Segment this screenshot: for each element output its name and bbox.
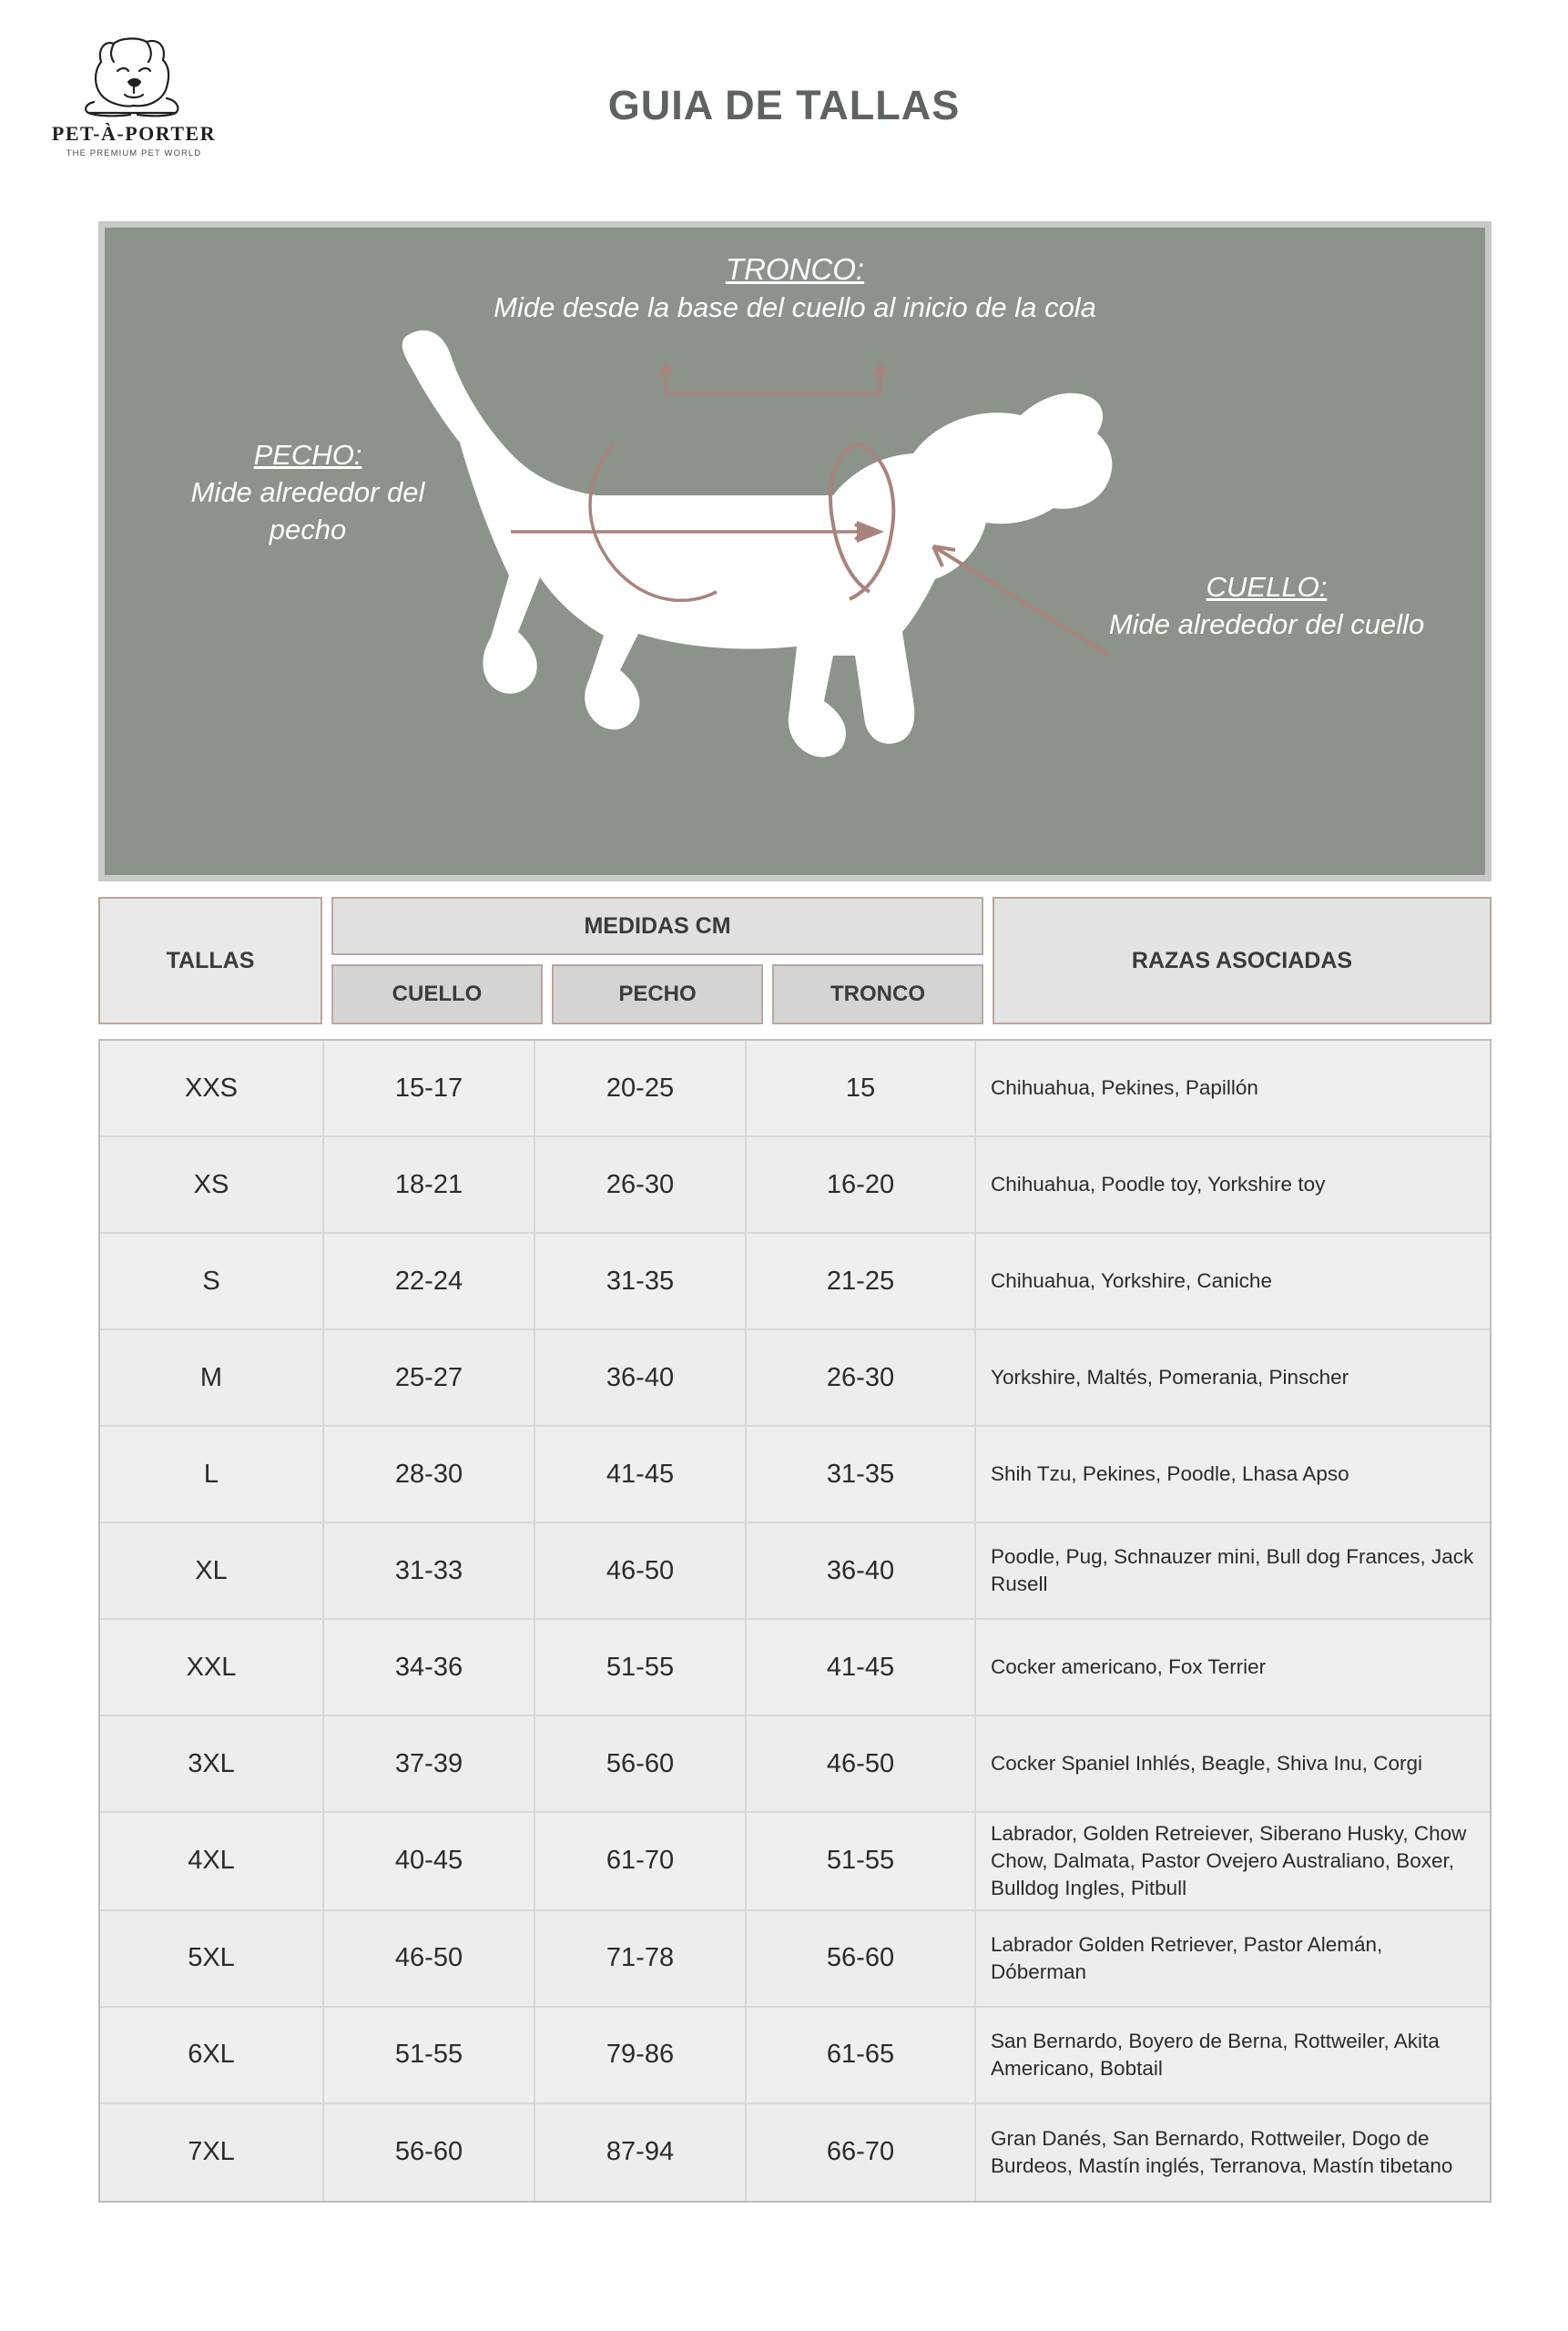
table-row (100, 1427, 1490, 1523)
header-pecho: PECHO (552, 964, 763, 1024)
cell-talla: 7XL (100, 2104, 324, 2201)
size-table (98, 897, 1492, 2203)
cell-tronco: 66-70 (747, 2104, 976, 2201)
cell-talla: 4XL (100, 1813, 324, 1909)
cell-tronco: 41-45 (747, 1620, 976, 1715)
header-tallas: TALLAS (98, 897, 322, 1024)
pecho-label-block (158, 437, 458, 549)
cell-cuello: 56-60 (324, 2104, 535, 2201)
cell-razas: San Bernardo, Boyero de Berna, Rottweiler, Akita Americano, Bobtail (991, 2029, 1440, 2080)
page-header (0, 0, 1568, 196)
cell-pecho: 71-78 (535, 1911, 747, 2006)
header-medidas-group (331, 897, 983, 1024)
cell-talla: S (100, 1234, 324, 1328)
cell-tronco: 46-50 (747, 1716, 976, 1811)
cell-pecho: 51-55 (535, 1620, 747, 1715)
cell-pecho: 26-30 (535, 1137, 747, 1232)
cell-razas: Cocker americano, Fox Terrier (991, 1655, 1267, 1679)
cell-razas: Labrador, Golden Retreiever, Siberano Husky, Chow Chow, Dalmata, Pastor Ovejero Australiano, Boxer, Bulldog Ingles, Pitbull (991, 1822, 1467, 1899)
cell-cuello: 40-45 (324, 1813, 535, 1909)
measurement-diagram (98, 221, 1492, 881)
cell-cuello: 28-30 (324, 1427, 535, 1522)
table-body (98, 1039, 1492, 2203)
cell-talla: 6XL (100, 2008, 324, 2102)
table-row (100, 2008, 1490, 2104)
cell-pecho: 56-60 (535, 1716, 747, 1811)
cell-cuello: 37-39 (324, 1716, 535, 1811)
cell-pecho: 41-45 (535, 1427, 747, 1522)
cell-pecho: 20-25 (535, 1041, 747, 1135)
cell-talla: 5XL (100, 1911, 324, 2006)
cell-tronco: 61-65 (747, 2008, 976, 2102)
table-header (98, 897, 1492, 1024)
cell-talla: XS (100, 1137, 324, 1232)
cell-talla: XXL (100, 1620, 324, 1715)
cell-cuello: 25-27 (324, 1330, 535, 1425)
cell-razas: Labrador Golden Retriever, Pastor Alemán, Dóberman (991, 1932, 1383, 1983)
cell-pecho: 46-50 (535, 1523, 747, 1618)
table-row (100, 1330, 1490, 1427)
pecho-text: Mide alrededor del pecho (190, 475, 425, 545)
cell-razas: Yorkshire, Maltés, Pomerania, Pinscher (991, 1366, 1349, 1389)
table-row (100, 1716, 1490, 1813)
pecho-label: PECHO: (253, 439, 362, 471)
table-row (100, 1041, 1490, 1137)
cell-cuello: 31-33 (324, 1523, 535, 1618)
table-row (100, 2104, 1490, 2201)
tronco-text: Mide desde la base del cuello al inicio de la cola (494, 290, 1096, 323)
cell-talla: L (100, 1427, 324, 1522)
table-row (100, 1911, 1490, 2008)
cell-cuello: 34-36 (324, 1620, 535, 1715)
cuello-label: CUELLO: (1206, 571, 1328, 603)
cell-talla: 3XL (100, 1716, 324, 1811)
cell-pecho: 79-86 (535, 2008, 747, 2102)
cell-talla: XL (100, 1523, 324, 1618)
tronco-label-block (105, 249, 1485, 326)
table-row (100, 1234, 1490, 1330)
cell-cuello: 46-50 (324, 1911, 535, 2006)
cell-razas: Chihuahua, Pekines, Papillón (991, 1076, 1258, 1100)
cell-tronco: 26-30 (747, 1330, 976, 1425)
brand-name: PET-À-PORTER (51, 122, 217, 145)
cell-tronco: 31-35 (747, 1427, 976, 1522)
header-medidas: MEDIDAS CM (331, 897, 983, 955)
cell-pecho: 61-70 (535, 1813, 747, 1909)
cell-cuello: 15-17 (324, 1041, 535, 1135)
header-razas: RAZAS ASOCIADAS (993, 897, 1492, 1024)
table-row (100, 1813, 1490, 1911)
cell-tronco: 51-55 (747, 1813, 976, 1909)
table-row (100, 1620, 1490, 1716)
cell-tronco: 56-60 (747, 1911, 976, 2006)
header-cuello: CUELLO (331, 964, 543, 1024)
cell-razas: Poodle, Pug, Schnauzer mini, Bull dog Frances, Jack Rusell (991, 1545, 1474, 1595)
cell-razas: Chihuahua, Yorkshire, Caniche (991, 1269, 1272, 1293)
cell-razas: Chihuahua, Poodle toy, Yorkshire toy (991, 1173, 1326, 1196)
header-tronco: TRONCO (772, 964, 983, 1024)
table-row (100, 1523, 1490, 1620)
cell-pecho: 87-94 (535, 2104, 747, 2201)
cell-razas: Cocker Spaniel Inhlés, Beagle, Shiva Inu, Corgi (991, 1752, 1423, 1776)
tronco-measure-line (658, 364, 888, 393)
cell-talla: M (100, 1330, 324, 1425)
cuello-text: Mide alrededor del cuello (1108, 607, 1425, 640)
cell-pecho: 36-40 (535, 1330, 747, 1425)
cell-pecho: 31-35 (535, 1234, 747, 1328)
page-title: GUIA DE TALLAS (607, 82, 961, 128)
cell-razas: Shih Tzu, Pekines, Poodle, Lhasa Apso (991, 1462, 1349, 1486)
cell-tronco: 15 (747, 1041, 976, 1135)
cell-cuello: 51-55 (324, 2008, 535, 2102)
cell-cuello: 22-24 (324, 1234, 535, 1328)
cell-tronco: 16-20 (747, 1137, 976, 1232)
cell-cuello: 18-21 (324, 1137, 535, 1232)
cell-tronco: 36-40 (747, 1523, 976, 1618)
cell-talla: XXS (100, 1041, 324, 1135)
cell-razas: Gran Danés, San Bernardo, Rottweiler, Dogo de Burdeos, Mastín inglés, Terranova, Mastín tibetano (991, 2126, 1453, 2177)
tronco-label: TRONCO: (725, 252, 865, 286)
table-row (100, 1137, 1490, 1234)
cuello-label-block (1089, 569, 1444, 644)
cell-tronco: 21-25 (747, 1234, 976, 1328)
brand-tagline: THE PREMIUM PET WORLD (66, 148, 202, 158)
